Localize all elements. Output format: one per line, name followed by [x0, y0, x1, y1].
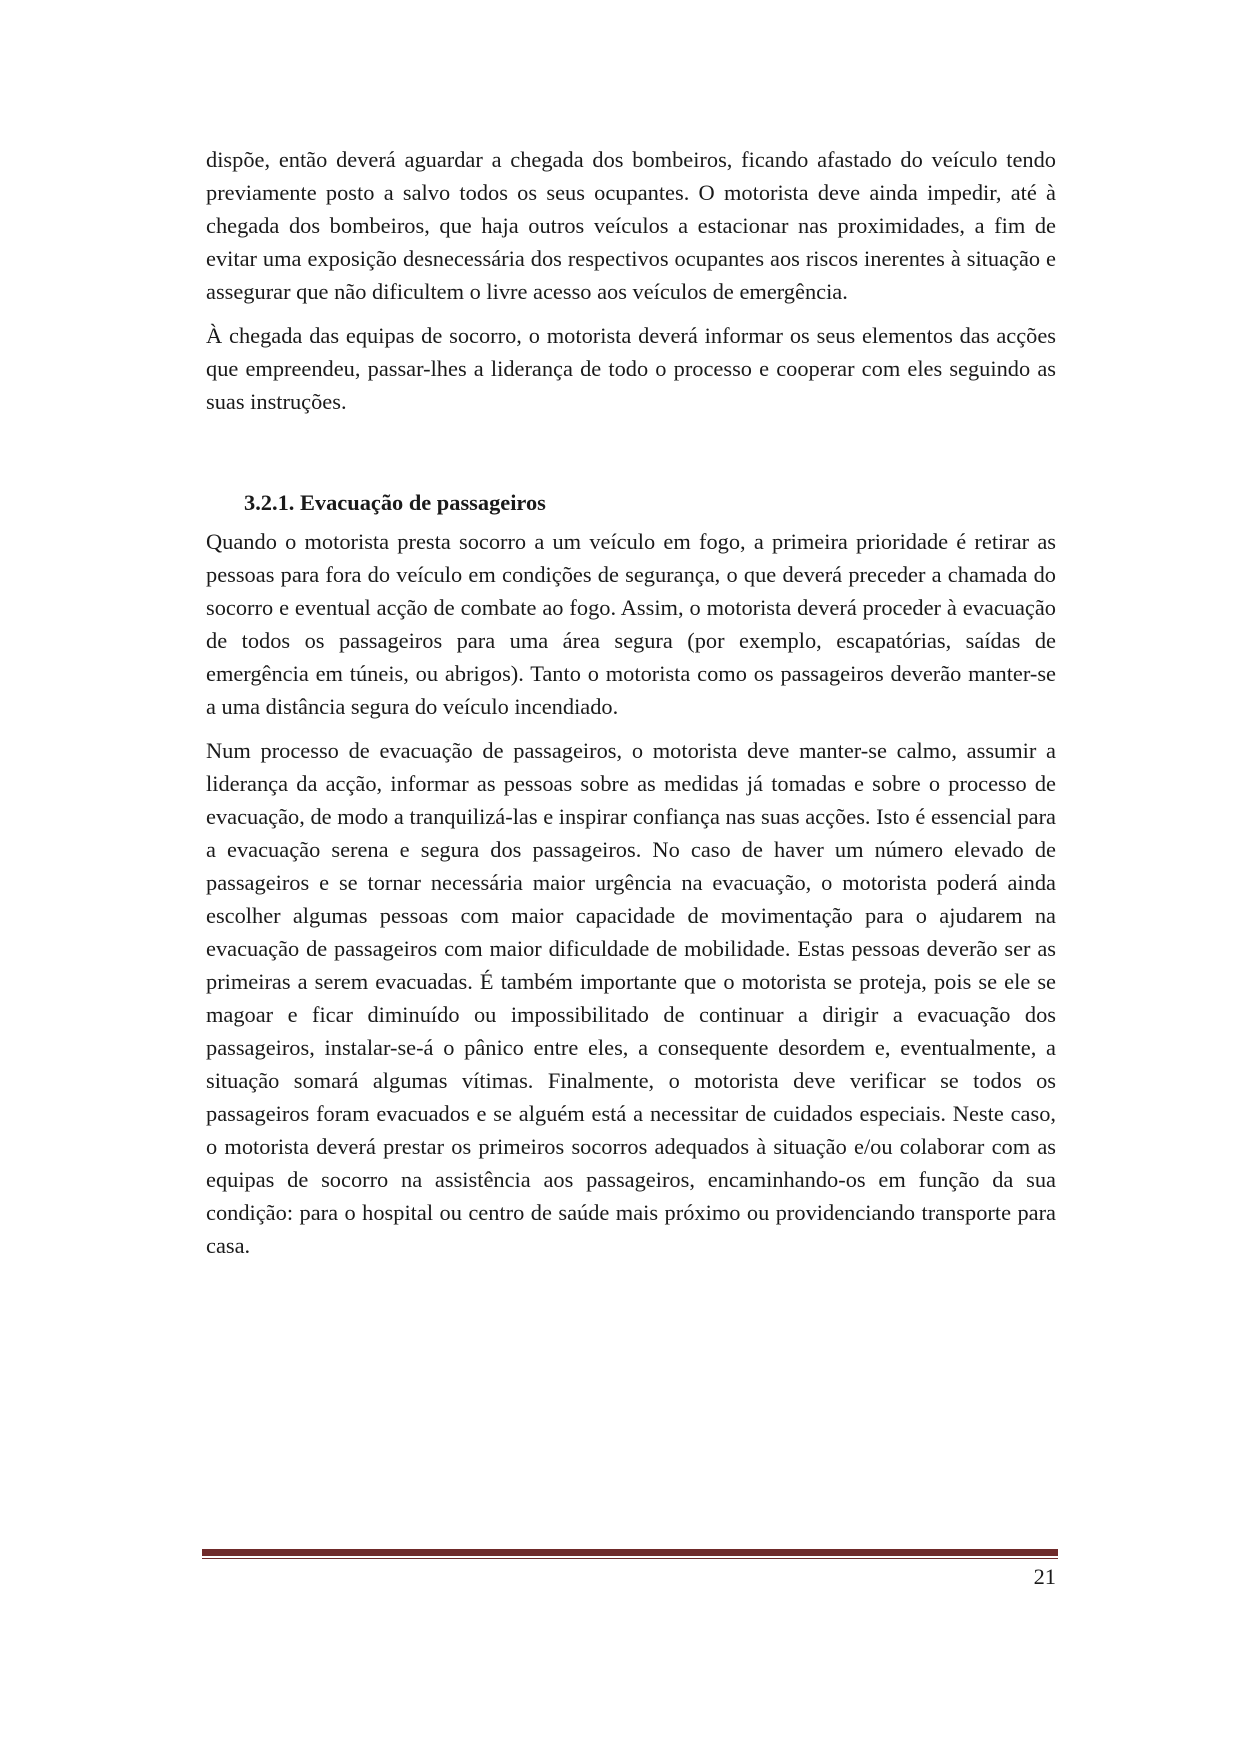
paragraph-1: dispõe, então deverá aguardar a chegada dos bombeiros, ficando afastado do veículo tendo previamente posto a salvo todos os seus ocupantes. O motorista deve ainda impedir, até à chegada dos bombeiros, que haja outros veículos a estacionar nas proximidades, a fim de evitar uma exposição desnecessária dos respectivos ocupantes aos riscos inerentes à situação e assegurar que não dificultem o livre acesso aos veículos de emergência.: [206, 147, 1056, 304]
page-body: [206, 143, 1056, 1262]
footer-divider: [202, 1549, 1058, 1556]
section-paragraph-2: Num processo de evacuação de passageiros, o motorista deve manter-se calmo, assumir a liderança da acção, informar as pessoas sobre as medidas já tomadas e sobre o processo de evacuação, de modo a tranquilizá-las e inspirar confiança nas suas acções. Isto é essencial para a evacuação serena e segura dos passageiros. No caso de haver um número elevado de passageiros e se tornar necessária maior urgência na evacuação, o motorista poderá ainda escolher algumas pessoas com maior capacidade de movimentação para o ajudarem na evacuação de passageiros com maior dificuldade de mobilidade. Estas pessoas deverão ser as primeiras a serem evacuadas. É também importante que o motorista se proteja, pois se ele se magoar e ficar diminuído ou impossibilitado de continuar a dirigir a evacuação dos passageiros, instalar-se-á o pânico entre eles, a consequente desordem e, eventualmente, a situação somará algumas vítimas. Finalmente, o motorista deve verificar se todos os passageiros foram evacuados e se alguém está a necessitar de cuidados especiais. Neste caso, o motorista deverá prestar os primeiros socorros adequados à situação e/ou colaborar com as equipas de socorro na assistência aos passageiros, encaminhando-os em função da sua condição: para o hospital ou centro de saúde mais próximo ou providenciando transporte para casa.: [206, 738, 1056, 1258]
section-heading: 3.2.1. Evacuação de passageiros: [244, 490, 546, 515]
section-paragraph-1: Quando o motorista presta socorro a um veículo em fogo, a primeira prioridade é retirar as pessoas para fora do veículo em condições de segurança, o que deverá preceder a chamada do socorro e eventual acção de combate ao fogo. Assim, o motorista deverá proceder à evacuação de todos os passageiros para uma área segura (por exemplo, escapatórias, saídas de emergência em túneis, ou abrigos). Tanto o motorista como os passageiros deverão manter-se a uma distância segura do veículo incendiado.: [206, 529, 1056, 719]
footer-divider-thin: [202, 1558, 1058, 1559]
paragraph-2: À chegada das equipas de socorro, o motorista deverá informar os seus elementos das acções que empreendeu, passar-lhes a liderança de todo o processo e cooperar com eles seguindo as suas instruções.: [206, 323, 1056, 414]
page-number: 21: [1033, 1564, 1056, 1589]
